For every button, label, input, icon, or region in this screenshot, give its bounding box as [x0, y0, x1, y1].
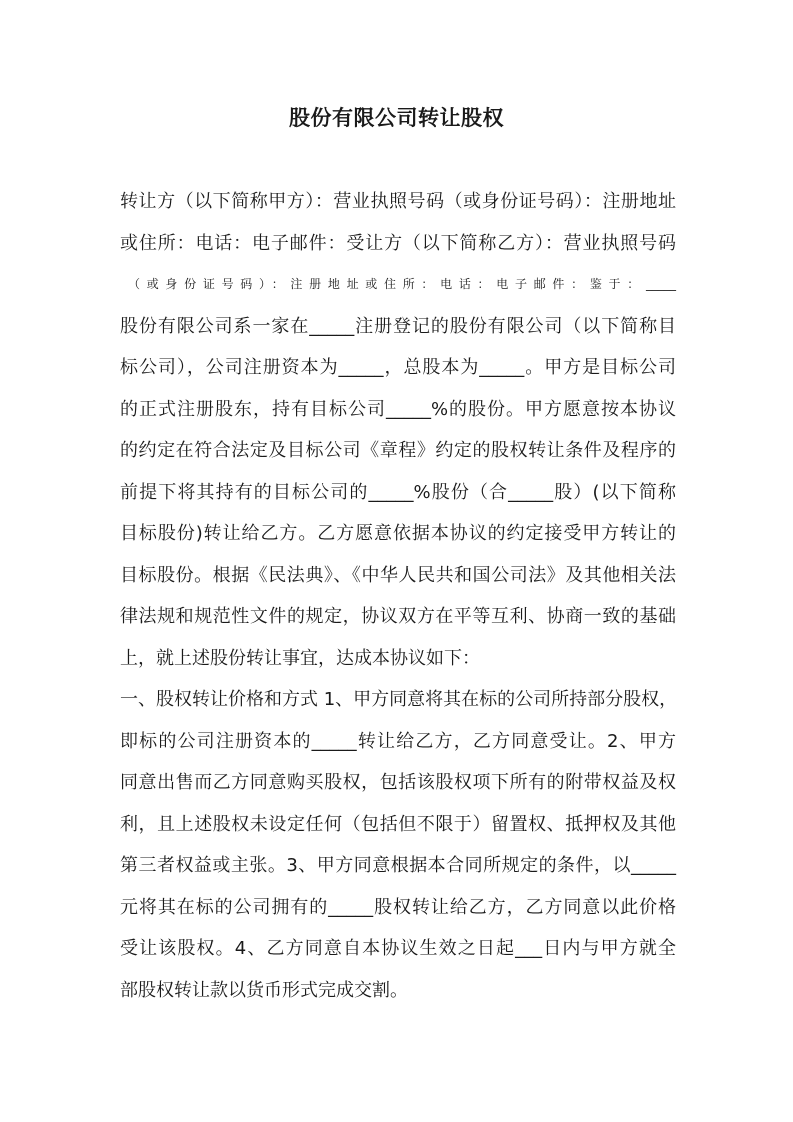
body-line: 即标的公司注册资本的_____转让给乙方，乙方同意受让。2、甲方 — [120, 730, 676, 752]
body-line: 转让方（以下简称甲方）：营业执照号码（或身份证号码）：注册地址 — [120, 191, 676, 212]
body-line: 上，就上述股份转让事宜，达成本协议如下： — [120, 647, 480, 669]
body-line: 前提下将其持有的目标公司的_____%股份（合_____股）(以下简称 — [120, 481, 676, 503]
body-line: 一、股权转让价格和方式 1、甲方同意将其在标的公司所持部分股权， — [120, 689, 678, 710]
body-line: 标公司），公司注册资本为_____，总股本为_____。甲方是目标公司 — [120, 357, 676, 378]
body-line: 利，且上述股权未设定任何（包括但不限于）留置权、抵押权及其他 — [120, 813, 676, 835]
body-line: （或身份证号码）：注册地址或住所：电话：电子邮件：鉴于：_____ — [128, 277, 676, 291]
body-line: 的约定在符合法定及目标公司《章程》约定的股权转让条件及程序的 — [120, 440, 676, 461]
body-line: 股份有限公司系一家在_____注册登记的股份有限公司（以下简称目 — [120, 315, 676, 337]
body-line: 受让该股权。4、乙方同意自本协议生效之日起___日内与甲方就全 — [120, 938, 676, 959]
body-line: 律法规和规范性文件的规定，协议双方在平等互利、协商一致的基础 — [120, 606, 676, 627]
document-body — [120, 181, 676, 1011]
body-line: 目标股份。根据《民法典》、《中华人民共和国公司法》及其他相关法 — [120, 564, 676, 586]
body-line: 或住所：电话：电子邮件：受让方（以下简称乙方）：营业执照号码 — [120, 232, 676, 254]
body-line: 同意出售而乙方同意购买股权，包括该股权项下所有的附带权益及权 — [120, 772, 676, 793]
body-line: 部股权转让款以货币形式完成交割。 — [120, 979, 408, 1001]
body-line: 的正式注册股东，持有目标公司_____%的股份。甲方愿意按本协议 — [120, 398, 676, 420]
body-line: 目标股份)转让给乙方。乙方愿意依据本协议的约定接受甲方转让的 — [120, 523, 676, 544]
body-line: 第三者权益或主张。3、甲方同意根据本合同所规定的条件，以_____ — [120, 855, 676, 876]
document-title: 股份有限公司转让股权 — [289, 106, 504, 130]
body-line: 元将其在标的公司拥有的_____股权转让给乙方，乙方同意以此价格 — [120, 896, 676, 918]
